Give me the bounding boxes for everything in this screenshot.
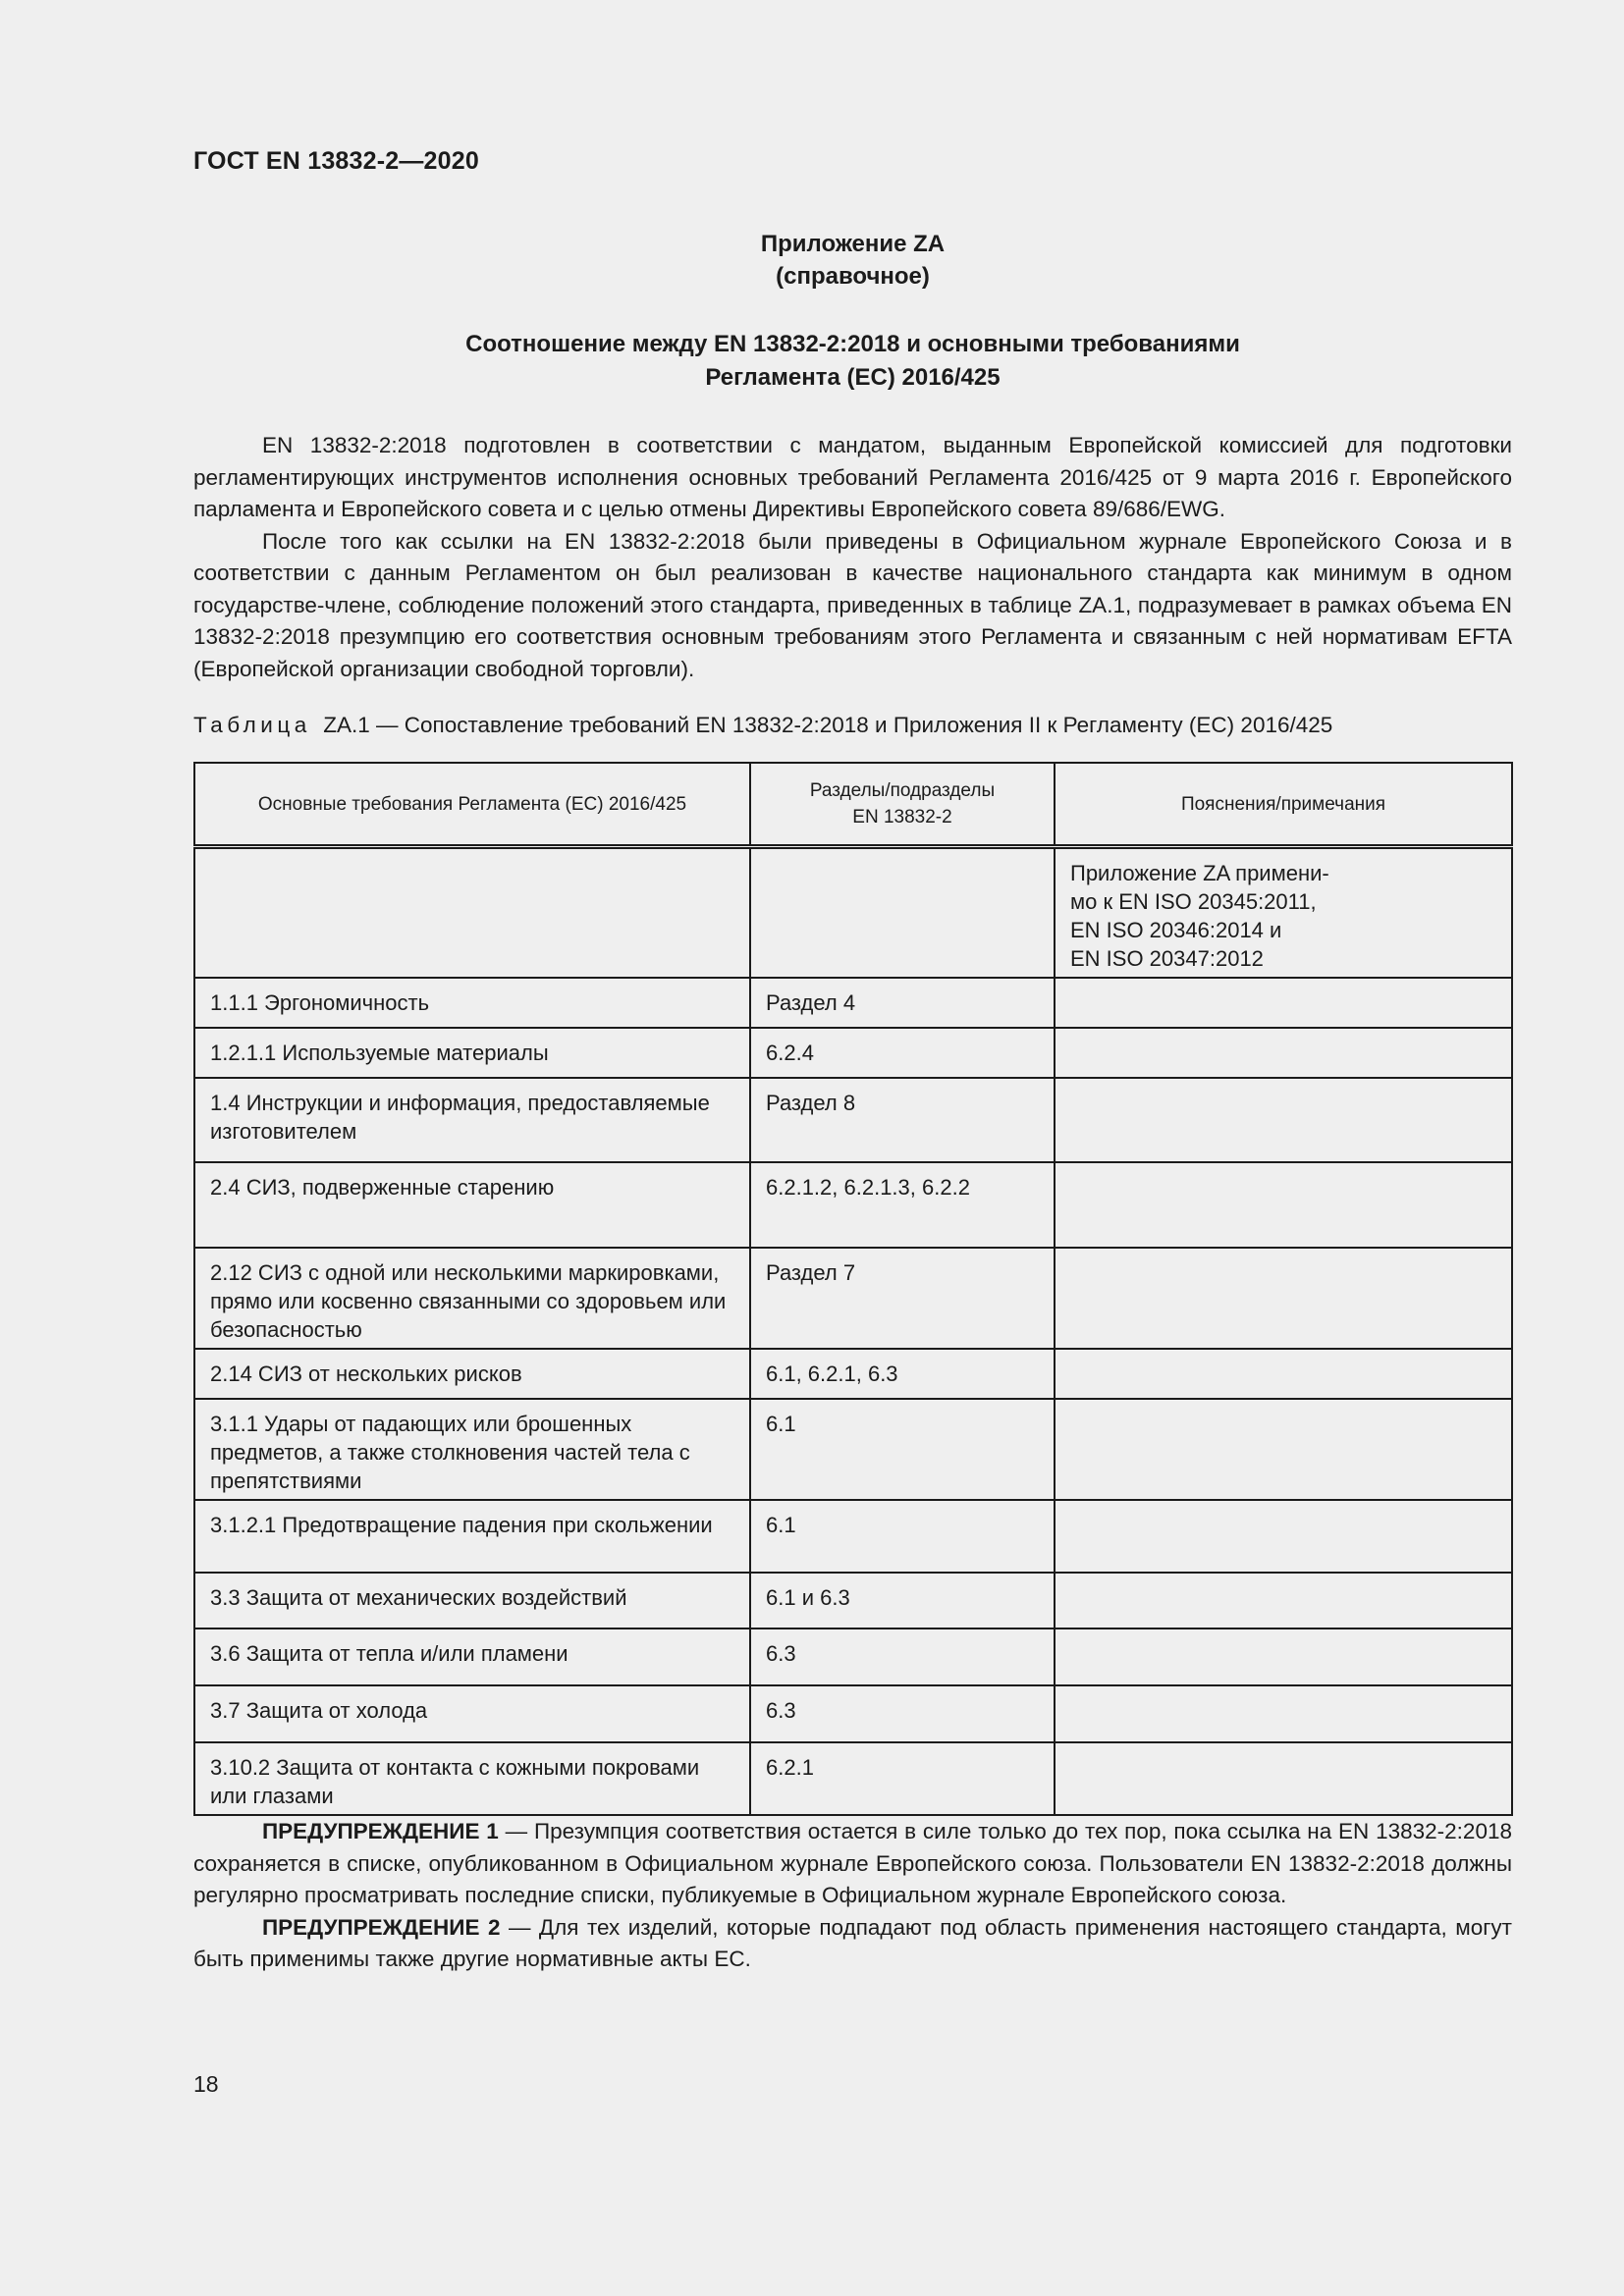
table-row bbox=[194, 978, 1512, 1028]
table-cell-notes bbox=[1055, 1500, 1512, 1573]
table-cell-requirement: 2.12 СИЗ с одной или несколькими маркировками, прямо или косвенно связанными со здоровьем или безопасностью bbox=[194, 1248, 750, 1349]
table-cell-empty bbox=[194, 847, 750, 979]
table-cell-empty bbox=[750, 847, 1055, 979]
table-cell-requirement: 3.6 Защита от тепла и/или пламени bbox=[194, 1629, 750, 1685]
table-cell-notes bbox=[1055, 1629, 1512, 1685]
warning-1-text: — Презумпция соответствия остается в силе только до тех пор, пока ссылка на EN 13832-2:2018 сохраняется в списке, опубликованном в Официальном журнале Европейского союза. Пользователи EN 13832-2:2018 должны регулярно просматривать последние списки, публикуемые в Официальном журнале Европейского союза. bbox=[193, 1819, 1512, 1907]
table-cell-notes bbox=[1055, 1349, 1512, 1399]
note-line: EN ISO 20346:2014 и bbox=[1070, 918, 1282, 942]
table-row bbox=[194, 1399, 1512, 1500]
intro-paragraph-2: После того как ссылки на EN 13832-2:2018 были приведены в Официальном журнале Европейского Союза и в соответствии с данным Регламентом он был реализован в качестве национального стандарта как минимум в одном государстве-члене, соблюдение положений этого стандарта, приведенных в таблице ZA.1, подразумевает в рамках объема EN 13832-2:2018 презумпцию его соответствия основным требованиям этого Регламента и связанным с ней нормативам EFTA (Европейской организации свободной торговли). bbox=[193, 528, 1512, 681]
table-cell-notes bbox=[1055, 1573, 1512, 1629]
table-cell-notes bbox=[1055, 978, 1512, 1028]
table-cell-sections: 6.2.1 bbox=[750, 1742, 1055, 1815]
intro-text bbox=[193, 430, 1512, 685]
table-row bbox=[194, 1500, 1512, 1573]
appendix-subtitle: (справочное) bbox=[776, 263, 930, 290]
header-requirements: Основные требования Регламента (ЕС) 2016/425 bbox=[194, 763, 750, 847]
table-header-row bbox=[194, 763, 1512, 847]
table-cell-note bbox=[1055, 847, 1512, 979]
table-cell-sections: 6.3 bbox=[750, 1685, 1055, 1742]
table-cell-sections: Раздел 8 bbox=[750, 1078, 1055, 1162]
header-notes: Пояснения/примечания bbox=[1055, 763, 1512, 847]
table-cell-notes bbox=[1055, 1248, 1512, 1349]
table-caption-label: Таблица bbox=[193, 713, 311, 737]
table-cell-requirement: 3.3 Защита от механических воздействий bbox=[194, 1573, 750, 1629]
table-cell-sections: 6.2.1.2, 6.2.1.3, 6.2.2 bbox=[750, 1162, 1055, 1248]
requirements-table bbox=[193, 762, 1513, 1816]
table-cell-notes bbox=[1055, 1162, 1512, 1248]
table-row bbox=[194, 1028, 1512, 1078]
table-cell-requirement: 3.7 Защита от холода bbox=[194, 1685, 750, 1742]
warning-2 bbox=[193, 1912, 1512, 1976]
table-cell-requirement: 1.1.1 Эргономичность bbox=[194, 978, 750, 1028]
header-sections bbox=[750, 763, 1055, 847]
table-cell-requirement: 3.10.2 Защита от контакта с кожными покровами или глазами bbox=[194, 1742, 750, 1815]
table-cell-sections: Раздел 4 bbox=[750, 978, 1055, 1028]
table-cell-notes bbox=[1055, 1078, 1512, 1162]
table-cell-sections: 6.2.4 bbox=[750, 1028, 1055, 1078]
section-title-line1: Соотношение между EN 13832-2:2018 и основными требованиями bbox=[465, 331, 1240, 357]
table-row bbox=[194, 1162, 1512, 1248]
table-cell-notes bbox=[1055, 1399, 1512, 1500]
table-cell-requirement: 2.4 СИЗ, подверженные старению bbox=[194, 1162, 750, 1248]
table-row bbox=[194, 1349, 1512, 1399]
table-cell-notes bbox=[1055, 1742, 1512, 1815]
table-cell-notes bbox=[1055, 1028, 1512, 1078]
section-heading bbox=[193, 328, 1512, 395]
table-caption bbox=[193, 713, 1332, 738]
warnings-block bbox=[193, 1816, 1512, 1976]
table-cell-requirement: 2.14 СИЗ от нескольких рисков bbox=[194, 1349, 750, 1399]
table-row bbox=[194, 1629, 1512, 1685]
table-row bbox=[194, 1078, 1512, 1162]
table-cell-requirement: 1.2.1.1 Используемые материалы bbox=[194, 1028, 750, 1078]
page-number: 18 bbox=[193, 2071, 219, 2097]
warning-1 bbox=[193, 1816, 1512, 1912]
warning-1-label: ПРЕДУПРЕЖДЕНИЕ 1 bbox=[262, 1819, 499, 1843]
table-row bbox=[194, 1573, 1512, 1629]
document-id: ГОСТ EN 13832-2—2020 bbox=[193, 147, 479, 175]
header-sections-line1: Разделы/подразделы bbox=[809, 780, 996, 801]
table-row bbox=[194, 1742, 1512, 1815]
intro-paragraph-1: EN 13832-2:2018 подготовлен в соответствии с мандатом, выданным Европейской комиссией для подготовки регламентирующих инструментов исполнения основных требований Регламента 2016/425 от 9 марта 2016 г. Европейского парламента и Европейского совета и с целью отмены Директивы Европейского совета 89/686/EWG. bbox=[193, 433, 1512, 521]
table-cell-sections: 6.3 bbox=[750, 1629, 1055, 1685]
table-cell-sections: 6.1 и 6.3 bbox=[750, 1573, 1055, 1629]
note-line: Приложение ZA примени- bbox=[1070, 861, 1329, 885]
note-line: EN ISO 20347:2012 bbox=[1070, 946, 1264, 971]
warning-2-text: — Для тех изделий, которые подпадают под область применения настоящего стандарта, могут быть применимы также другие нормативные акты ЕС. bbox=[193, 1914, 1512, 1971]
table-cell-sections: Раздел 7 bbox=[750, 1248, 1055, 1349]
section-title-line2: Регламента (ЕС) 2016/425 bbox=[705, 364, 1001, 391]
table-caption-text: ZA.1 — Сопоставление требований EN 13832-2:2018 и Приложения II к Регламенту (ЕС) 2016/425 bbox=[323, 713, 1333, 737]
table-cell-notes bbox=[1055, 1685, 1512, 1742]
table-cell-requirement: 3.1.1 Удары от падающих или брошенных предметов, а также столкновения частей тела с препятствиями bbox=[194, 1399, 750, 1500]
table-cell-sections: 6.1, 6.2.1, 6.3 bbox=[750, 1349, 1055, 1399]
table-cell-requirement: 1.4 Инструкции и информация, предоставляемые изготовителем bbox=[194, 1078, 750, 1162]
table-cell-sections: 6.1 bbox=[750, 1500, 1055, 1573]
table-row bbox=[194, 1685, 1512, 1742]
appendix-heading bbox=[193, 228, 1512, 293]
note-line: мо к EN ISO 20345:2011, bbox=[1070, 889, 1317, 914]
table-row-note bbox=[194, 847, 1512, 979]
appendix-title: Приложение ZA bbox=[760, 231, 946, 257]
header-sections-line2: EN 13832-2 bbox=[852, 807, 952, 828]
table-cell-requirement: 3.1.2.1 Предотвращение падения при скольжении bbox=[194, 1500, 750, 1573]
table-cell-sections: 6.1 bbox=[750, 1399, 1055, 1500]
warning-2-label: ПРЕДУПРЕЖДЕНИЕ 2 bbox=[262, 1914, 501, 1940]
table-row bbox=[194, 1248, 1512, 1349]
